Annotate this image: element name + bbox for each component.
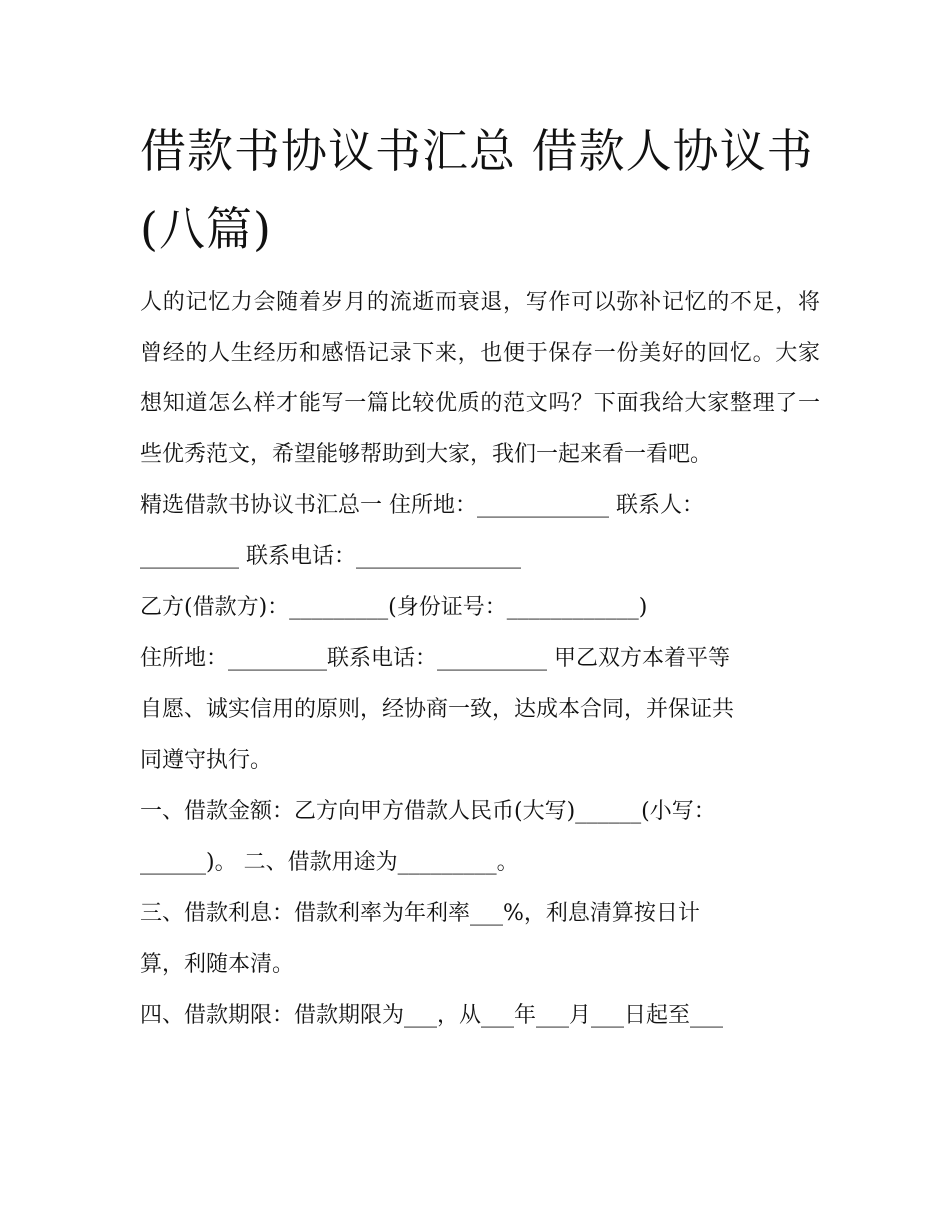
agreement-line: 算，利随本清。 xyxy=(140,952,295,977)
agreement-body xyxy=(140,480,820,1041)
document-title: 借款书协议书汇总 借款人协议书(八篇) xyxy=(140,124,814,256)
agreement-line: _________ 联系电话：_______________ xyxy=(140,544,521,569)
document-page xyxy=(140,112,820,1041)
intro-paragraph: 人的记忆力会随着岁月的流逝而衰退，写作可以弥补记忆的不足，将曾经的人生经历和感悟记录下来，也便于保存一份美好的回忆。大家想知道怎么样才能写一篇比较优质的范文吗？下面我给大家整理了一些优秀范文，希望能够帮助到大家，我们一起来看一看吧。 xyxy=(140,290,820,467)
agreement-line: 自愿、诚实信用的原则，经协商一致，达成本合同，并保证共 xyxy=(140,697,735,722)
agreement-line: 四、借款期限：借款期限为___，从___年___月___日起至___ xyxy=(140,1003,724,1028)
agreement-line: 一、借款金额：乙方向甲方借款人民币(大写)______(小写： xyxy=(140,799,716,824)
agreement-line: 三、借款利息：借款利率为年利率___%，利息清算按日计 xyxy=(140,901,700,926)
agreement-line: 精选借款书协议书汇总一 住所地：____________ 联系人： xyxy=(140,493,704,518)
agreement-line: 同遵守执行。 xyxy=(140,748,273,773)
agreement-line: ______)。 二、借款用途为_________。 xyxy=(140,850,519,875)
agreement-line: 乙方(借款方)：_________(身份证号：____________) xyxy=(140,595,648,620)
agreement-line: 住所地：_________联系电话：__________ 甲乙双方本着平等 xyxy=(140,646,730,671)
